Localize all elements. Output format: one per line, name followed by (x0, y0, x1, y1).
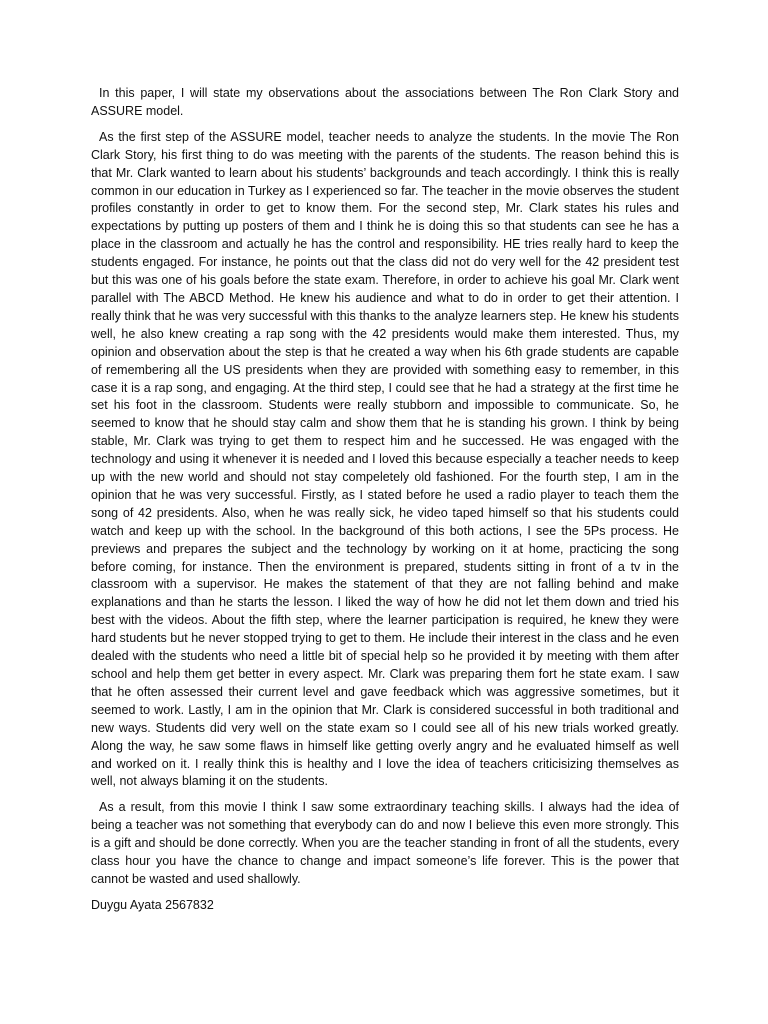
paragraph-body: As the first step of the ASSURE model, teacher needs to analyze the students. In the movie The Ron Clark Story, his first thing to do was meeting with the parents of the students. The reason behind this is that Mr. Clark wanted to learn about his students’ backgrounds and teach accordingly. I think this is really common in our education in Turkey as I experienced so far. The teacher in the movie observes the student profiles constantly in order to get to know them. For the second step, Mr. Clark states his rules and expectations by putting up posters of them and I think he is doing this so that students can see he has a place in the classroom and actually he has the control and responsibility. HE tries really hard to keep the students engaged. For instance, he points out that the class did not do very well for the 42 president test but this was one of his goals before the state exam. Therefore, in order to achieve his goal Mr. Clark went parallel with The ABCD Method. He knew his audience and what to do in order to get their attention. I really think that he was very successful with this thanks to the analyze learners step. He knew his students well, he also knew creating a rap song with the 42 presidents would make them interested. Thus, my opinion and observation about the step is that he created a way when his 6th grade students are capable of remembering all the US presidents when they are provided with something easy to remember, in this case it is a rap song, and engaging. At the third step, I could see that he had a strategy at the first time he set his foot in the classroom. Students were really stubborn and impossible to communicate. So, he seemed to know that he should stay calm and show them that he is standing his grown. I think by being stable, Mr. Clark was trying to get them to respect him and he successed. He was engaged with the technology and using it whenever it is needed and I loved this because especially a teacher needs to keep up with the new world and should not stay compeletely old fashioned. For the fourth step, I am in the opinion that he was very successful. Firstly, as I stated before he used a radio player to teach them the song of 42 presidents. Also, when he was really sick, he video taped himself so that his students could watch and keep up with the school. In the background of this both actions, I see the 5Ps process. He previews and prepares the subject and the technology by working on it at home, practicing the song before coming, for instance. Then the environment is prepared, students sitting in front of a tv in the classroom with a supervisor. He makes the statement of that they are not falling behind and make explanations and than he starts the lesson. I liked the way of how he did not let them down and tried his best with the videos. About the fifth step, where the learner participation is required, he knew they were hard students but he never stopped trying to get to them. He include their interest in the class and he even dealed with the students who need a little bit of special help so he provided it by meeting with them after school and help them get better in every aspect. Mr. Clark was preparing them fort he state exam. I saw that he often assessed their current level and gave feedback which was aggressive sometimes, but it seemed to work. Lastly, I am in the opinion that Mr. Clark is considered successful in both traditional and new ways. Students did very well on the state exam so I could see all of his new trials worked greatly. Along the way, he saw some flaws in himself like getting overly angry and he evaluated himself as well and worked on it. I really think this is healthy and I love the idea of teachers criticisizing themselves as well, not always blaming it on the students. (91, 129, 679, 789)
document-page (91, 85, 679, 915)
paragraph-intro: In this paper, I will state my observations about the associations between The Ron Clark Story and ASSURE model. (91, 86, 679, 118)
author-signature: Duygu Ayata 2567832 (91, 897, 214, 912)
paragraph-conclusion: As a result, from this movie I think I saw some extraordinary teaching skills. I always had the idea of being a teacher was not something that everybody can do and now I believe this even more strongly. This is a gift and should be done correctly. When you are the teacher standing in front of all the students, every class hour you have the chance to change and impact someone’s life forever. This is the power that cannot be wasted and used shallowly. (91, 800, 679, 886)
